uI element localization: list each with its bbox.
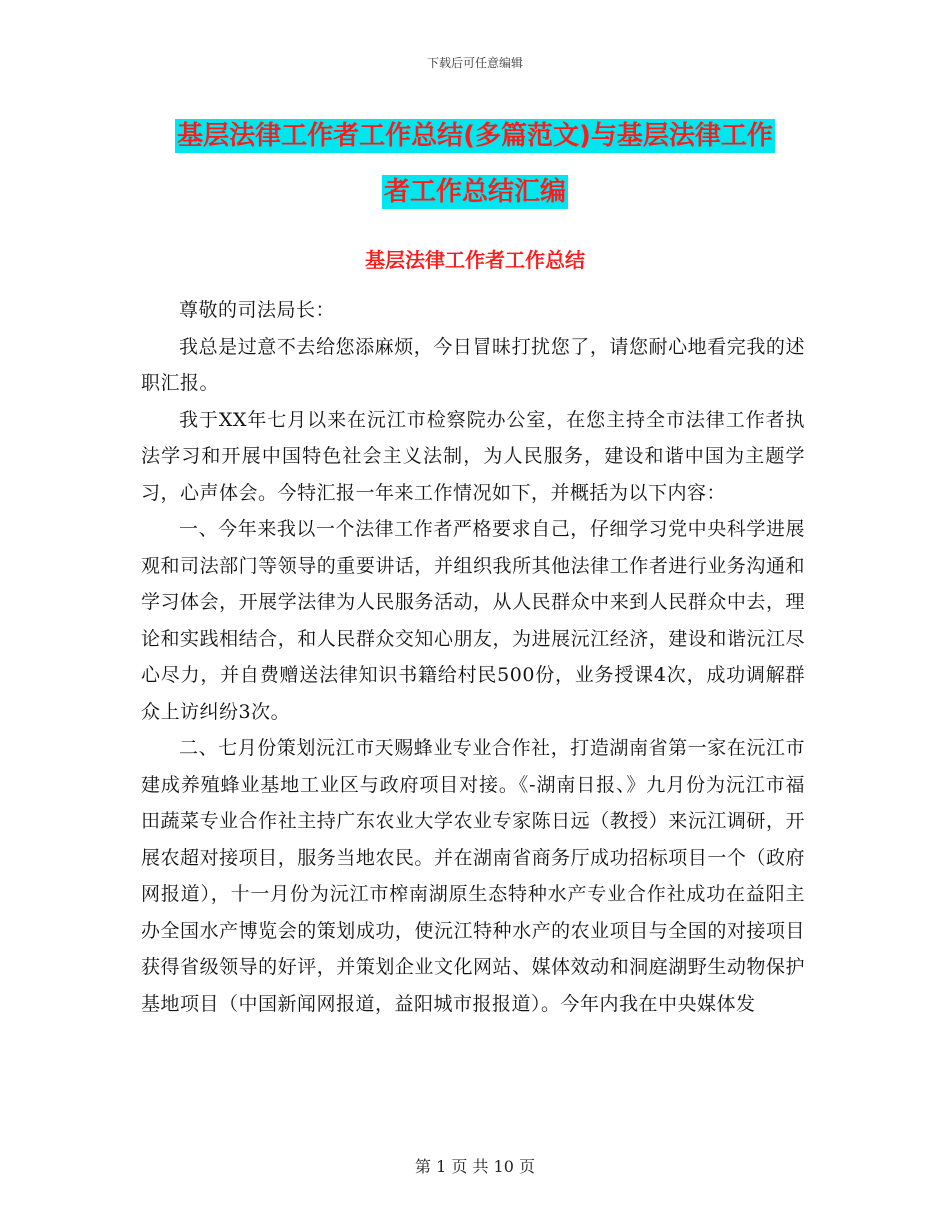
document-title (140, 108, 810, 220)
header-note: 下载后可任意编辑 (426, 56, 523, 70)
page-number-footer: 第 1 页 共 10 页 (415, 1157, 535, 1176)
body-paragraph: 一、今年来我以一个法律工作者严格要求自己，仔细学习党中央科学进展观和司法部门等领导的重要讲话，并组织我所其他法律工作者进行业务沟通和学习体会，开展学法律为人民服务活动，从人民群众中来到人民群众中去，理论和实践相结合，和人民群众交知心朋友，为进展沅江经济，建设和谐沅江尽心尽力，并自费赠送法律知识书籍给村民500份，业务授课4次，成功调解群众上访纠纷3次。 (141, 518, 805, 723)
document-body (141, 292, 805, 1022)
body-paragraph: 二、七月份策划沅江市天赐蜂业专业合作社，打造湖南省第一家在沅江市建成养殖蜂业基地工业区与政府项目对接。《-湖南日报、》九月份为沅江市福田蔬菜专业合作社主持广东农业大学农业专家陈日远（教授）来沅江调研，开展农超对接项目，服务当地农民。并在湖南省商务厅成功招标项目一个（政府网报道），十一月份为沅江市榨南湖原生态特种水产专业合作社成功在益阳主办全国水产博览会的策划成功，使沅江特种水产的农业项目与全国的对接项目获得省级领导的好评，并策划企业文化网站、媒体效动和洞庭湖野生动物保护基地项目（中国新闻网报道，益阳城市报报道）。今年内我在中央媒体发 (141, 737, 805, 1015)
salutation-paragraph: 尊敬的司法局长： (179, 299, 336, 321)
document-title-line-1: 基层法律工作者工作总结(多篇范文)与基层法律工作 (177, 121, 773, 151)
document-title-line-2: 者工作总结汇编 (383, 177, 566, 207)
body-paragraph: 我于XX年七月以来在沅江市检察院办公室，在您主持全市法律工作者执法学习和开展中国特色社会主义法制，为人民服务，建设和谐中国为主题学习，心声体会。今特汇报一年来工作情况如下，并概括为以下内容： (141, 408, 805, 504)
section-title: 基层法律工作者工作总结 (365, 248, 585, 272)
body-paragraph: 我总是过意不去给您添麻烦，今日冒昧打扰您了，请您耐心地看完我的述职汇报。 (141, 335, 805, 394)
